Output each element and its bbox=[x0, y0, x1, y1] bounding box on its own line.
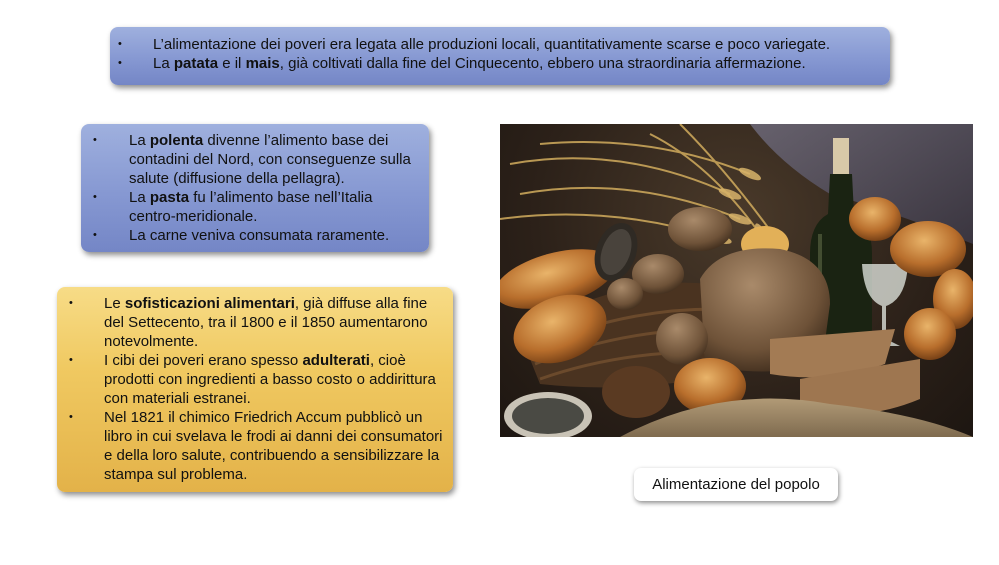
bullet-text: La carne veniva consumata raramente. bbox=[129, 227, 390, 244]
bullet-text: La bbox=[129, 132, 150, 149]
bold-term: adulterati bbox=[302, 352, 370, 369]
bullet-icon: • bbox=[93, 191, 97, 203]
bread-still-life-image bbox=[500, 124, 973, 437]
bullet-text: , cioè prodotti con ingredienti a basso costo o addirittura con materiali estranei. bbox=[104, 352, 436, 407]
staple-foods-box bbox=[81, 124, 429, 252]
bullet-text: e il bbox=[218, 55, 246, 72]
bullet-text: La bbox=[129, 189, 150, 206]
intro-bullet-list bbox=[110, 35, 890, 73]
adulteration-bullet-list bbox=[57, 294, 445, 484]
bullet-icon: • bbox=[69, 354, 73, 366]
bullet-item bbox=[81, 188, 421, 226]
bullet-text: I cibi dei poveri erano spesso bbox=[104, 352, 303, 369]
bullet-icon: • bbox=[69, 411, 73, 423]
bullet-icon: • bbox=[93, 229, 97, 241]
bullet-text: Nel 1821 il chimico Friedrich Accum pubblicò un libro in cui svelava le frodi ai danni dei consumatori e della loro salute, contribuendo a sensibilizzare la stampa sul problema. bbox=[104, 409, 443, 483]
bold-term: polenta bbox=[149, 132, 204, 149]
bold-term: patata bbox=[173, 55, 219, 72]
bullet-item bbox=[110, 35, 890, 54]
bold-term: sofisticazioni alimentari bbox=[124, 295, 295, 312]
bullet-text: L’alimentazione dei poveri era legata alle produzioni locali, quantitativamente scarse e poco variegate. bbox=[153, 36, 831, 53]
bullet-text: La bbox=[153, 55, 174, 72]
bullet-text: , già diffuse alla fine del Settecento, tra il 1800 e il 1850 aumentarono notevolmente. bbox=[104, 295, 428, 350]
food-adulteration-box bbox=[57, 287, 453, 492]
bullet-text: , già coltivati dalla fine del Cinquecento, ebbero una straordinaria affermazione. bbox=[279, 55, 806, 72]
bullet-item bbox=[57, 294, 445, 351]
bold-term: pasta bbox=[149, 189, 190, 206]
bullet-text: divenne l’alimento base dei contadini del Nord, con conseguenze sulla salute (diffusione della pellagra). bbox=[129, 132, 411, 187]
intro-bullets-box bbox=[110, 27, 890, 85]
bullet-item bbox=[57, 408, 445, 484]
bullet-text: Le bbox=[104, 295, 125, 312]
bullet-icon: • bbox=[118, 38, 122, 50]
bullet-text: fu l’alimento base nell’Italia centro-meridionale. bbox=[129, 189, 373, 225]
staple-foods-bullet-list bbox=[81, 131, 421, 245]
bullet-icon: • bbox=[118, 57, 122, 69]
bullet-item bbox=[81, 226, 421, 245]
bullet-item bbox=[110, 54, 890, 73]
image-caption: Alimentazione del popolo bbox=[634, 468, 838, 501]
bullet-icon: • bbox=[69, 297, 73, 309]
bullet-icon: • bbox=[93, 134, 97, 146]
bullet-item bbox=[81, 131, 421, 188]
bullet-item bbox=[57, 351, 445, 408]
bold-term: mais bbox=[245, 55, 280, 72]
